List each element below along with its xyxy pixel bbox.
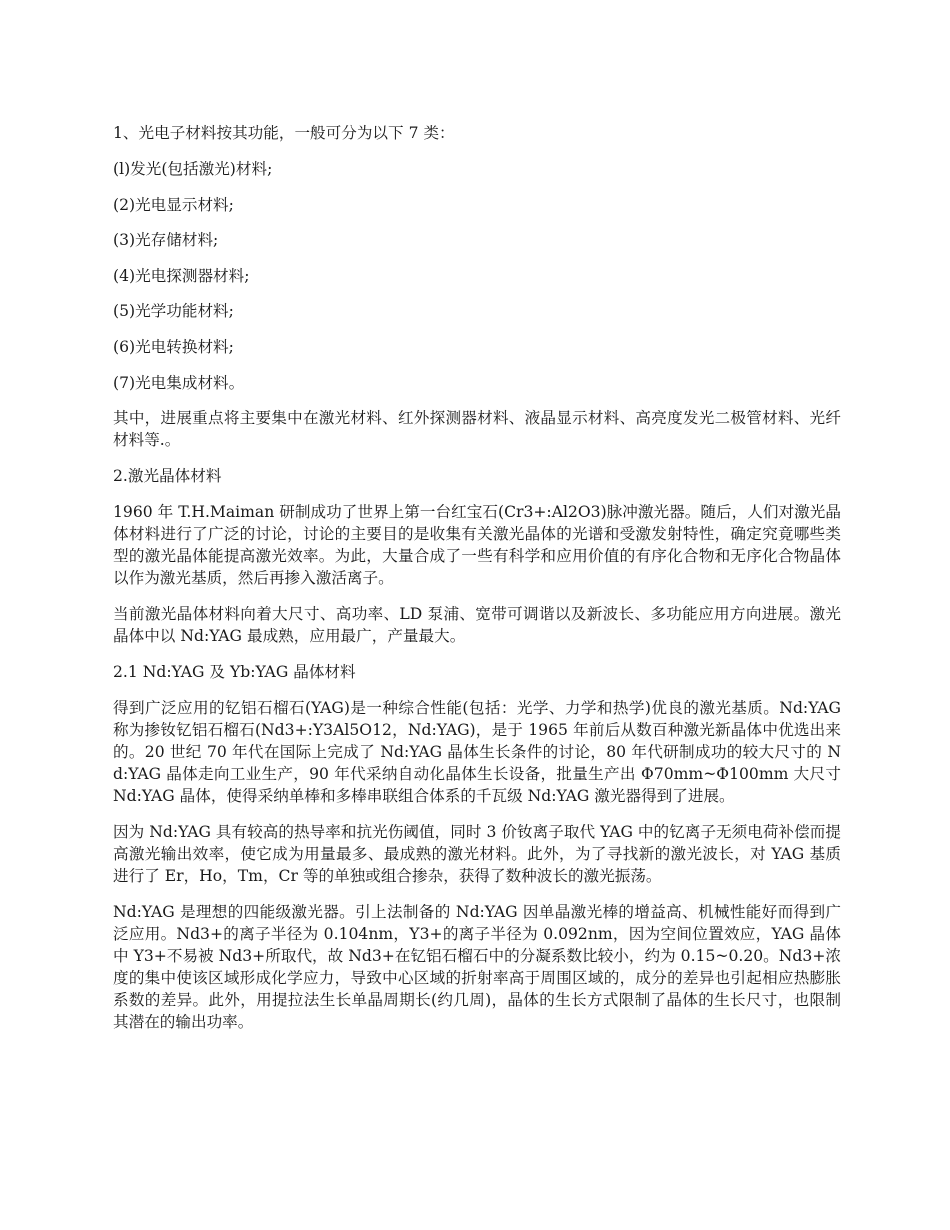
list-item-6: (6)光电转换材料; (113, 337, 234, 356)
trend-paragraph: 当前激光晶体材料向着大尺寸、高功率、LD 泵浦、宽带可调谐以及新波长、多功能应用方向进展。激光晶体中以 Nd:YAG 最成熟，应用最广，产量最大。 (113, 605, 841, 646)
ndyag-advantage-paragraph: 因为 Nd:YAG 具有较高的热导率和抗光伤阈值，同时 3 价钕离子取代 YAG 中的钇离子无须电荷补偿而提高激光输出效率，使它成为用量最多、最成熟的激光材料。此外，为了寻找新的激光波长，对 YAG 基质进行了 Er，Ho，Tm，Cr 等的单独或组合掺杂，获得了数种波长的激光振荡。 (113, 823, 841, 886)
subsection-heading-ndyag: 2.1 Nd:YAG 及 Yb:YAG 晶体材料 (113, 663, 356, 682)
ndyag-laser-paragraph: Nd:YAG 是理想的四能级激光器。引上法制备的 Nd:YAG 因单晶激光棒的增益高、机械性能好而得到广泛应用。Nd3+的离子半径为 0.104nm，Y3+的离子半径为 0.092nm，因为空间位置效应，YAG 晶体中 Y3+不易被 Nd3+所取代，故 Nd3+在钇铝石榴石中的分凝系数比较小，约为 0.15~0.20。Nd3+浓度的集中使该区域形成化学应力，导致中心区域的折射率高于周围区域的，成分的差异也引起相应热膨胀系数的差异。此外，用提拉法生长单晶周期长(约几周)，晶体的生长方式限制了晶体的生长尺寸，也限制其潜在的输出功率。 (113, 903, 841, 1032)
list-item-5: (5)光学功能材料; (113, 302, 234, 321)
intro-heading: 1、光电子材料按其功能，一般可分为以下 7 类： (113, 124, 455, 142)
yag-paragraph: 得到广泛应用的钇铝石榴石(YAG)是一种综合性能(包括：光学、力学和热学)优良的激光基质。Nd:YAG 称为掺钕钇铝石榴石(Nd3+:Y3Al5O12，Nd:YAG)，是于 1965 年前后从数百种激光新晶体中优选出来的。20 世纪 70 年代在国际上完成了 Nd:YAG 晶体生长条件的讨论，80 年代研制成功的较大尺寸的 Nd:YAG 晶体走向工业生产，90 年代采纳自动化晶体生长设备，批量生产出 Φ70mm~Φ100mm 大尺寸 Nd:YAG 晶体，使得采纳单棒和多棒串联组合体系的千瓦级 Nd:YAG 激光器得到了进展。 (113, 699, 841, 806)
list-item-4: (4)光电探测器材料; (113, 266, 250, 285)
list-item-7: (7)光电集成材料。 (113, 373, 245, 392)
document-body (113, 122, 841, 1047)
list-item-2: (2)光电显示材料; (113, 195, 234, 214)
history-paragraph: 1960 年 T.H.Maiman 研制成功了世界上第一台红宝石(Cr3+:Al2O3)脉冲激光器。随后，人们对激光晶体材料进行了广泛的讨论，讨论的主要目的是收集有关激光晶体的光谱和受激发射特性，确定究竟哪些类型的激光晶体能提高激光效率。为此，大量合成了一些有科学和应用价值的有序化合物和无序化合物晶体以作为激光基质，然后再掺入激活离子。 (113, 503, 841, 588)
list-item-1: (l)发光(包括激光)材料; (113, 160, 273, 178)
section-heading-laser-crystal: 2.激光晶体材料 (113, 467, 222, 486)
focus-paragraph: 其中，进展重点将主要集中在激光材料、红外探测器材料、液晶显示材料、高亮度发光二极管材料、光纤材料等.。 (113, 409, 841, 450)
list-item-3: (3)光存储材料; (113, 231, 219, 250)
